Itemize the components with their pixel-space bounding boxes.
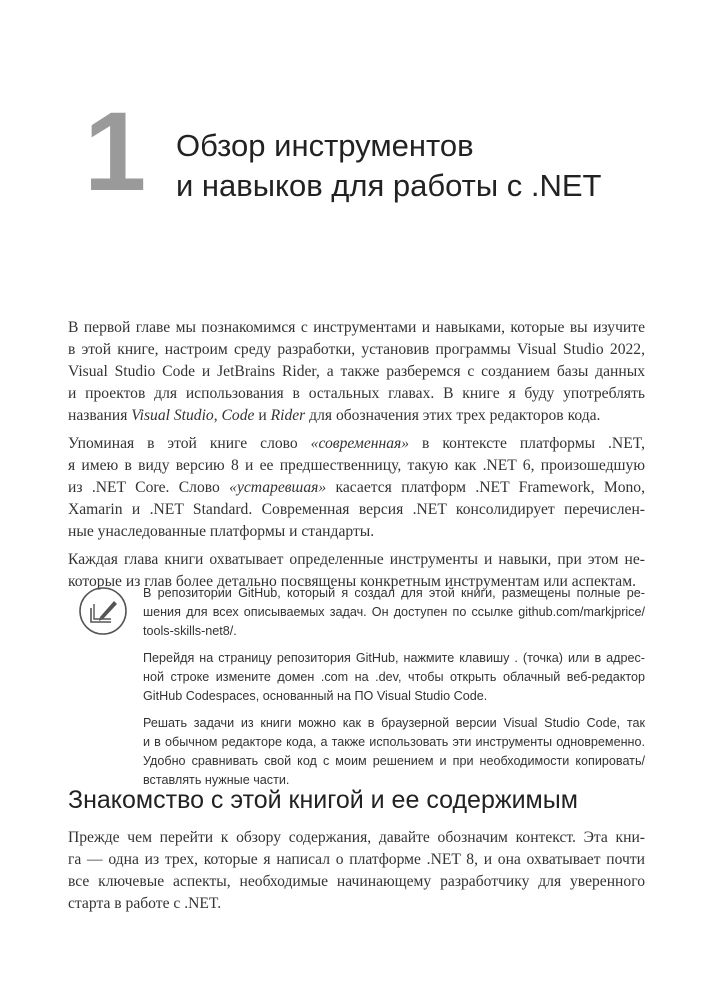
text-segment: я имею в виду версию 8 и ее предшественницу, такую как .NET 6, произошедшую	[68, 457, 645, 474]
text-segment: Xamarin и .NET Standard. Современная версия .NET консолидирует перечислен-	[68, 501, 645, 518]
text-line	[68, 893, 645, 915]
italic-term: «устаревшая»	[229, 479, 327, 496]
text-segment: старта в работе с .NET.	[68, 895, 222, 912]
text-line	[143, 668, 645, 687]
paragraph	[143, 714, 645, 790]
text-line	[143, 603, 645, 622]
text-segment: для обозначения этих трех редакторов кода.	[305, 407, 601, 424]
text-segment: Решать задачи из книги можно как в браузерной версии Visual Studio Code, так	[143, 716, 645, 730]
paragraph	[68, 433, 645, 543]
pencil-note-icon	[78, 586, 128, 636]
text-segment: все ключевые аспекты, необходимые начинающему разработчику для уверенного	[68, 873, 645, 890]
text-segment: названия	[68, 407, 132, 424]
paragraph	[143, 584, 645, 641]
text-line	[68, 549, 645, 571]
text-segment: Visual Studio Code и JetBrains Rider, а также разберемся с созданием базы данных	[68, 363, 645, 380]
text-line	[143, 584, 645, 603]
text-segment: и в обычном редакторе кода, а также использовать эти инструменты одновременно.	[143, 735, 645, 749]
text-line	[68, 521, 645, 543]
text-line	[68, 477, 645, 499]
text-line	[68, 383, 645, 405]
text-segment: в этой книге, настроим среду разработки, установив программы Visual Studio 2022,	[68, 341, 645, 358]
text-line	[68, 499, 645, 521]
text-segment: и проектов для использования в остальных главах. В книге я буду употреблять	[68, 385, 645, 402]
text-segment: ные унаследованные платформы и стандарты.	[68, 523, 375, 540]
text-line	[143, 733, 645, 752]
text-line	[68, 339, 645, 361]
text-segment: GitHub Codespaces, основанный на ПО Visual Studio Code.	[143, 689, 488, 703]
chapter-title-line: и навыков для работы с .NET	[176, 168, 602, 203]
text-segment: Прежде чем перейти к обзору содержания, давайте обозначим контекст. Эта кни-	[68, 829, 645, 846]
paragraph	[68, 827, 645, 915]
text-line	[143, 714, 645, 733]
text-segment: из .NET Core. Слово	[68, 479, 230, 496]
paragraph	[68, 317, 645, 427]
text-segment: В репозитории GitHub, который я создал для этой книги, размещены полные ре-	[143, 586, 645, 600]
text-segment: Упоминая в этой книге слово	[68, 435, 311, 452]
italic-term: Code	[221, 407, 255, 424]
chapter-number: 1	[84, 89, 147, 214]
text-line	[143, 622, 645, 641]
text-segment: в контексте платформы .NET,	[409, 435, 645, 452]
text-segment: Каждая глава книги охватывает определенные инструменты и навыки, при этом не-	[68, 551, 645, 568]
italic-term: Visual Studio	[131, 407, 214, 424]
chapter-title	[176, 126, 601, 206]
text-line	[143, 752, 645, 771]
italic-term: «современная»	[310, 435, 410, 452]
text-segment: вставлять нужные части.	[143, 773, 290, 787]
text-segment: и	[254, 407, 271, 424]
note-box	[143, 584, 645, 798]
intro-text	[68, 317, 645, 599]
text-line	[68, 455, 645, 477]
text-line	[68, 433, 645, 455]
text-line	[68, 361, 645, 383]
text-segment: которые из глав более детально посвящены конкретным инструментам или аспектам.	[68, 573, 636, 590]
text-segment: Удобно сравнивать свой код с моим решением и при необходимости копировать/	[143, 754, 645, 768]
text-segment: га — одна из трех, которые я написал о платформе .NET 8, и она охватывает почти	[68, 851, 645, 868]
text-line	[68, 849, 645, 871]
text-segment: ной строке измените домен .com на .dev, чтобы открыть облачный веб-редактор	[143, 670, 645, 684]
section-text	[68, 827, 645, 921]
text-line	[68, 317, 645, 339]
text-segment: шения для всех описываемых задач. Он доступен по ссылке github.com/markjprice/	[143, 605, 645, 619]
text-line	[143, 649, 645, 668]
text-segment: Перейдя на страницу репозитория GitHub, нажмите клавишу . (точка) или в адрес-	[143, 651, 645, 665]
text-segment: ,	[213, 407, 222, 424]
paragraph	[143, 649, 645, 706]
text-segment: касается платформ .NET Framework, Mono,	[326, 479, 645, 496]
text-line	[68, 405, 645, 427]
text-line	[68, 827, 645, 849]
text-segment: В первой главе мы познакомимся с инструментами и навыками, которые вы изучите	[68, 319, 645, 336]
text-line	[143, 687, 645, 706]
italic-term: Rider	[270, 407, 306, 424]
text-segment: tools-skills-net8/.	[143, 624, 237, 638]
chapter-title-line: Обзор инструментов	[176, 128, 474, 163]
section-heading: Знакомство с этой книгой и ее содержимым	[68, 786, 578, 814]
text-line	[68, 871, 645, 893]
